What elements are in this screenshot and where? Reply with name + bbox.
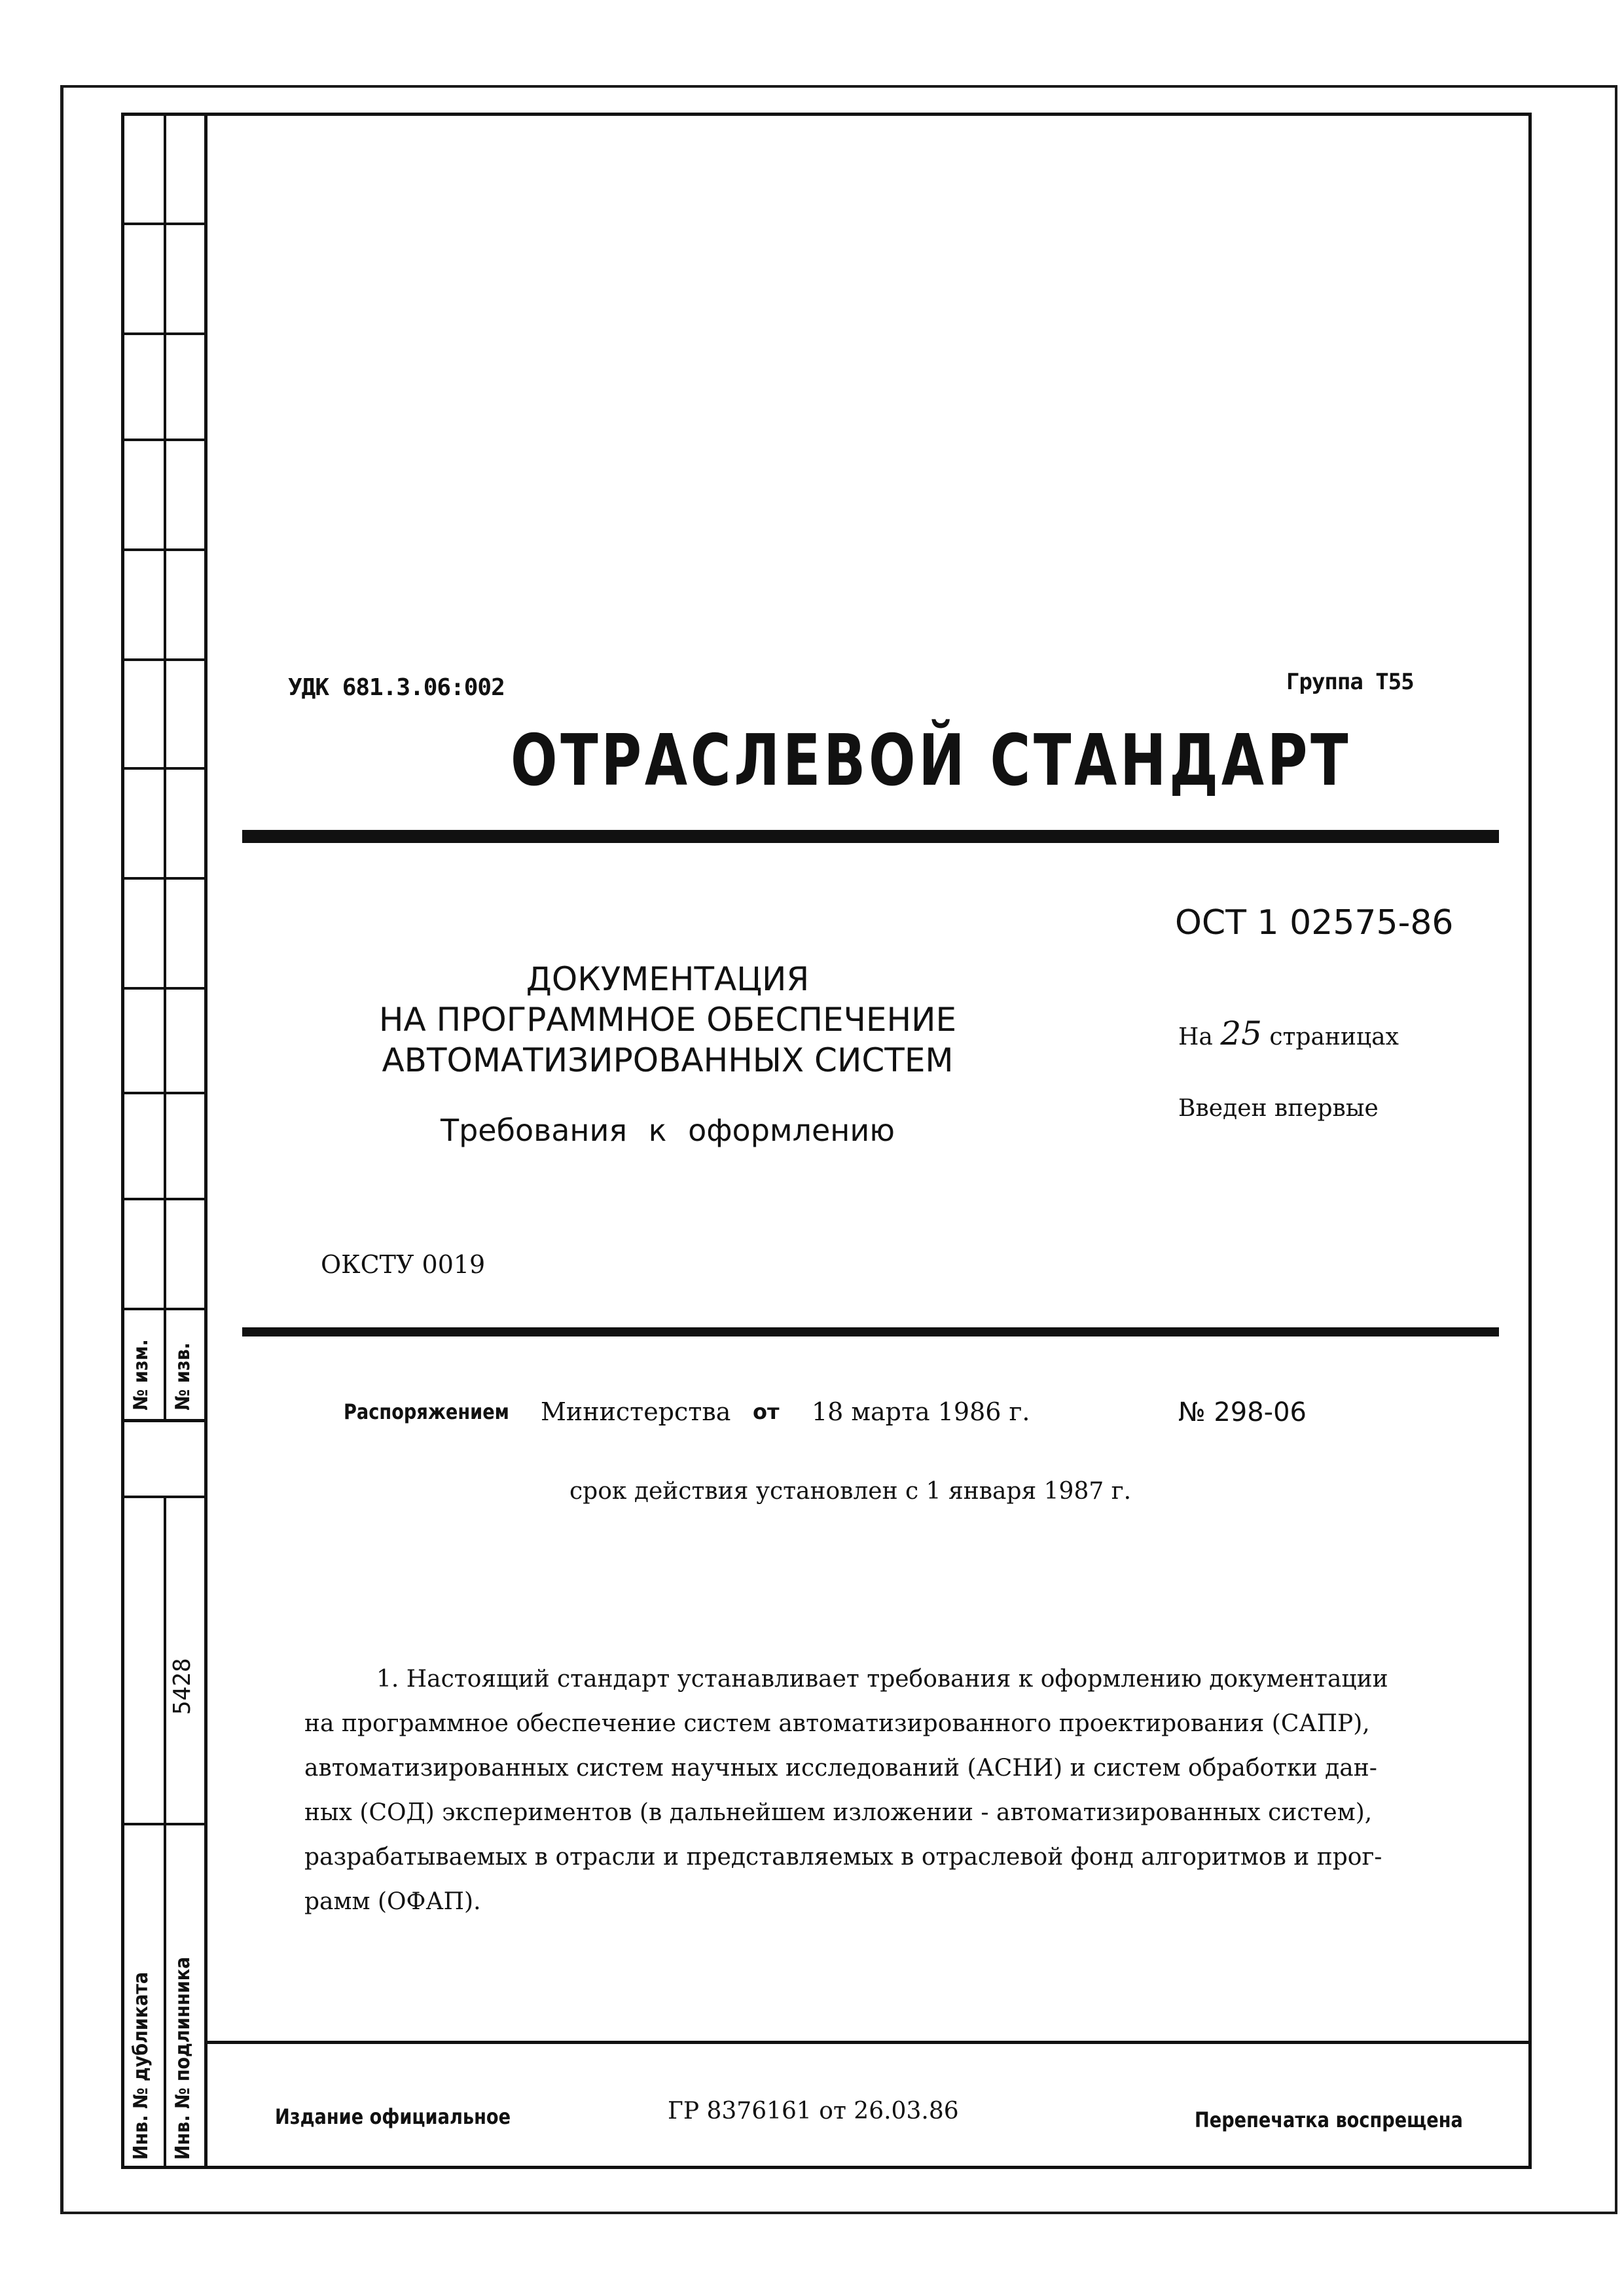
duplicate-label: Инв. № дубликата bbox=[130, 1971, 153, 2160]
order-from: от bbox=[753, 1399, 780, 1424]
sidebar-divider bbox=[121, 1198, 206, 1200]
udk-code: УДК 681.3.06:002 bbox=[288, 674, 505, 701]
okstu-code: ОКСТУ 0019 bbox=[321, 1250, 486, 1279]
pages-suffix: страницах bbox=[1269, 1024, 1399, 1050]
inner-frame-bottom bbox=[121, 2166, 1532, 2169]
sidebar-left-line bbox=[121, 113, 124, 2169]
original-number: 5428 bbox=[169, 1658, 196, 1715]
order-date: 18 марта 1986 г. bbox=[812, 1397, 1030, 1426]
sidebar-divider bbox=[121, 1092, 206, 1094]
introduced-note: Введен впервые bbox=[1178, 1095, 1379, 1122]
doc-title-line1: ДОКУМЕНТАЦИЯ bbox=[526, 960, 810, 998]
sidebar-divider bbox=[121, 658, 206, 661]
standard-title: ОТРАСЛЕВОЙ СТАНДАРТ bbox=[511, 720, 1352, 802]
footer-rule bbox=[206, 2041, 1530, 2044]
sidebar-divider bbox=[121, 223, 206, 225]
order-number: № 298-06 bbox=[1178, 1397, 1307, 1427]
body-line: 1. Настоящий стандарт устанавливает требования к оформлению документации bbox=[376, 1666, 1388, 1693]
body-line: рамм (ОФАП). bbox=[304, 1888, 481, 1915]
order-label: Распоряжением bbox=[344, 1399, 509, 1424]
izm-label: № изм. bbox=[130, 1339, 153, 1410]
inner-frame-top bbox=[121, 113, 1532, 116]
original-label: Инв. № подлинника bbox=[171, 1956, 194, 2160]
pages-line bbox=[1178, 1014, 1399, 1052]
body-line: ных (СОД) экспериментов (в дальнейшем изложении - автоматизированных систем), bbox=[304, 1799, 1373, 1826]
footer-registration: ГР 8376161 от 26.03.86 bbox=[668, 2098, 959, 2125]
section-rule bbox=[242, 1327, 1499, 1336]
sidebar-divider bbox=[121, 1308, 206, 1310]
body-line: автоматизированных систем научных исследований (АСНИ) и систем обработки дан- bbox=[304, 1755, 1377, 1782]
sidebar-divider bbox=[121, 439, 206, 441]
doc-subtitle: Требования к оформлению bbox=[441, 1113, 895, 1148]
sidebar-right-line bbox=[204, 113, 208, 2169]
sidebar-divider bbox=[121, 1496, 206, 1498]
sidebar-divider bbox=[121, 987, 206, 990]
body-line: на программное обеспечение систем автоматизированного проектирования (САПР), bbox=[304, 1710, 1370, 1737]
sidebar-divider bbox=[121, 548, 206, 551]
sidebar-divider bbox=[121, 332, 206, 335]
body-line: разрабатываемых в отрасли и представляемых в отраслевой фонд алгоритмов и прог- bbox=[304, 1844, 1382, 1871]
inner-frame-right bbox=[1528, 113, 1532, 2169]
header-rule bbox=[242, 830, 1499, 843]
sidebar-divider bbox=[121, 1823, 206, 1825]
standard-code: ОСТ 1 02575-86 bbox=[1175, 903, 1454, 942]
footer-edition: Издание официальное bbox=[275, 2104, 511, 2129]
body-paragraph bbox=[304, 1657, 1483, 1924]
order-ministry: Министерства bbox=[541, 1397, 731, 1426]
doc-title-line3: АВТОМАТИЗИРОВАННЫХ СИСТЕМ bbox=[382, 1041, 954, 1079]
footer-reprint: Перепечатка воспрещена bbox=[1195, 2108, 1463, 2132]
sidebar-divider bbox=[121, 767, 206, 770]
sidebar-divider bbox=[121, 877, 206, 880]
group-code: Группа Т55 bbox=[1286, 669, 1414, 695]
izv-label: № изв. bbox=[171, 1342, 194, 1410]
validity-note: срок действия установлен с 1 января 1987 г. bbox=[569, 1478, 1132, 1505]
sidebar-middle-line-lower bbox=[164, 1496, 166, 2169]
doc-title-line2: НА ПРОГРАММНОЕ ОБЕСПЕЧЕНИЕ bbox=[378, 1001, 957, 1039]
pages-prefix: На bbox=[1178, 1024, 1213, 1050]
sidebar-divider-thick bbox=[121, 1419, 206, 1422]
pages-count: 25 bbox=[1220, 1014, 1262, 1052]
doc-title bbox=[308, 959, 1028, 1081]
